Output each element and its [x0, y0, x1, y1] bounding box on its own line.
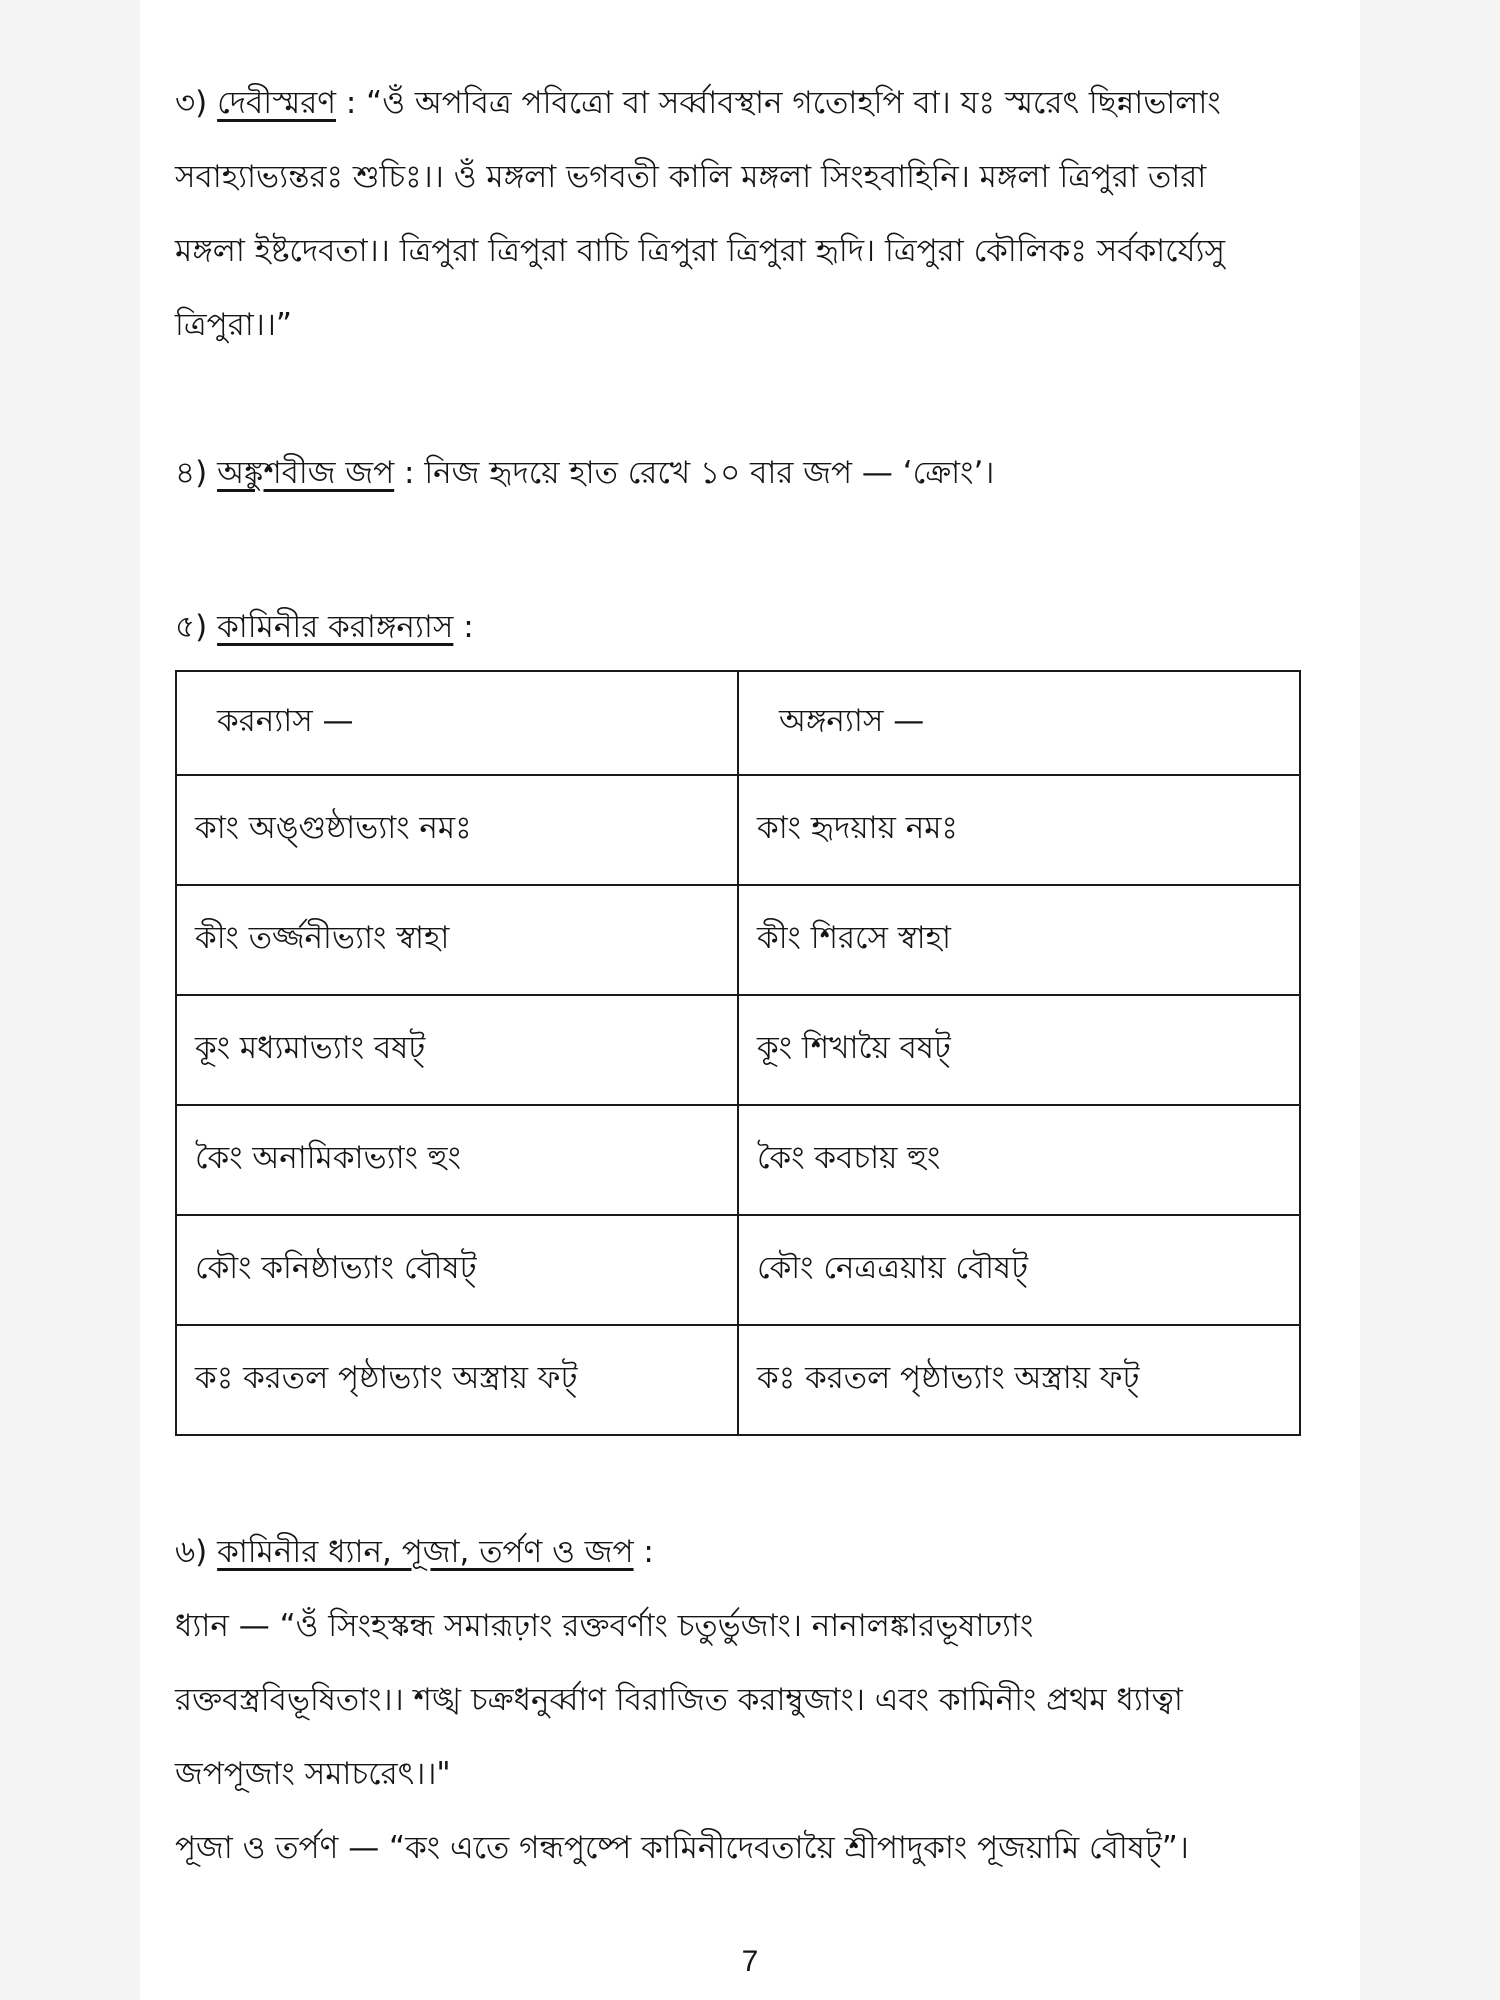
section3-line-2: সবাহ্যাভ্যন্তরঃ শুচিঃ।। ওঁ মঙ্গলা ভগবতী কালি মঙ্গলা সিংহবাহিনি। মঙ্গলা ত্রিপুরা তারা: [175, 159, 1207, 195]
section4-text: : নিজ হৃদয়ে হাত রেখে ১০ বার জপ — ‘ক্রোং’।: [404, 455, 995, 491]
table-row: [176, 775, 1300, 885]
section6-suffix: :: [643, 1534, 654, 1570]
section-karanganyas: [175, 590, 474, 664]
table-cell: কূং শিখায়ৈ বষট্: [738, 995, 1300, 1105]
table-cell: কাং অঙ্গুষ্ঠাভ্যাং নমঃ: [176, 775, 738, 885]
table-cell: কঃ করতল পৃষ্ঠাভ্যাং অস্ত্রায় ফট্: [176, 1325, 738, 1435]
section6-line-2: রক্তবস্ত্রবিভূষিতাং।। শঙ্খ চক্রধনুর্ব্বাণ বিরাজিত করাম্বুজাং। এবং কামিনীং প্রথম ধ্যাত্বা: [175, 1682, 1183, 1718]
table-header-row: [176, 671, 1300, 775]
table-cell: কূং মধ্যমাভ্যাং বষট্: [176, 995, 738, 1105]
table-cell: কীং তর্জ্জনীভ্যাং স্বাহা: [176, 885, 738, 995]
section4-heading: অঙ্কুশবীজ জপ: [217, 455, 395, 491]
section6-line-1: ধ্যান — “ওঁ সিংহস্কন্ধ সমারূঢ়াং রক্তবর্ণাং চতুর্ভুজাং। নানালঙ্কারভূষাঢ্যাং: [175, 1608, 1034, 1644]
table-row: [176, 885, 1300, 995]
section5-heading: কামিনীর করাঙ্গন্যাস: [217, 609, 454, 645]
section3-heading: দেবীস্মরণ: [217, 85, 337, 121]
section4-number: ৪): [175, 455, 208, 491]
nyasa-table: [175, 670, 1301, 1436]
section3-number: ৩): [175, 85, 208, 121]
section-debi-smaran: [175, 66, 1355, 362]
section5-number: ৫): [175, 609, 208, 645]
table-row: [176, 1105, 1300, 1215]
section3-text-1: : “ওঁ অপবিত্র পবিত্রো বা সর্ব্বাবস্থান গতোহপি বা। যঃ স্মরেৎ ছিন্নাভালাং: [345, 85, 1221, 121]
header-karanyas: করন্যাস —: [176, 671, 738, 775]
section6-heading: কামিনীর ধ্যান, পূজা, তর্পণ ও জপ: [217, 1534, 634, 1570]
table-cell: কৈং কবচায় হুং: [738, 1105, 1300, 1215]
section-ankush-bij-jap: [175, 436, 994, 510]
section3-line-4: ত্রিপুরা।।”: [175, 307, 292, 343]
header-anganyas: অঙ্গন্যাস —: [738, 671, 1300, 775]
table-row: [176, 1325, 1300, 1435]
table-cell: কীং শিরসে স্বাহা: [738, 885, 1300, 995]
table-cell: কৈং অনামিকাভ্যাং হুং: [176, 1105, 738, 1215]
section-dhyan-puja: [175, 1515, 1189, 1885]
section6-line-4: পূজা ও তর্পণ — “কং এতে গন্ধপুষ্পে কামিনীদেবতায়ৈ শ্রীপাদুকাং পূজয়ামি বৌষট্”।: [175, 1830, 1189, 1866]
page-number: 7: [741, 1945, 759, 1978]
table-cell: কাং হৃদয়ায় নমঃ: [738, 775, 1300, 885]
section6-line-3: জপপূজাং সমাচরেৎ।।": [175, 1756, 451, 1792]
table-row: [176, 995, 1300, 1105]
section5-suffix: :: [463, 609, 474, 645]
section6-heading-line: [175, 1515, 1189, 1589]
section4-line: [175, 436, 994, 510]
section3-line-1: [175, 66, 1355, 140]
section3-line-3: মঙ্গলা ইষ্টদেবতা।। ত্রিপুরা ত্রিপুরা বাচি ত্রিপুরা ত্রিপুরা হৃদি। ত্রিপুরা কৌলিকঃ সর্বকার্য্যেসু: [175, 233, 1225, 269]
section5-line: [175, 590, 474, 664]
table-cell: কৌং কনিষ্ঠাভ্যাং বৌষট্: [176, 1215, 738, 1325]
table-row: [176, 1215, 1300, 1325]
table-cell: কৌং নেত্রত্রয়ায় বৌষট্: [738, 1215, 1300, 1325]
table-cell: কঃ করতল পৃষ্ঠাভ্যাং অস্ত্রায় ফট্: [738, 1325, 1300, 1435]
section6-number: ৬): [175, 1534, 208, 1570]
